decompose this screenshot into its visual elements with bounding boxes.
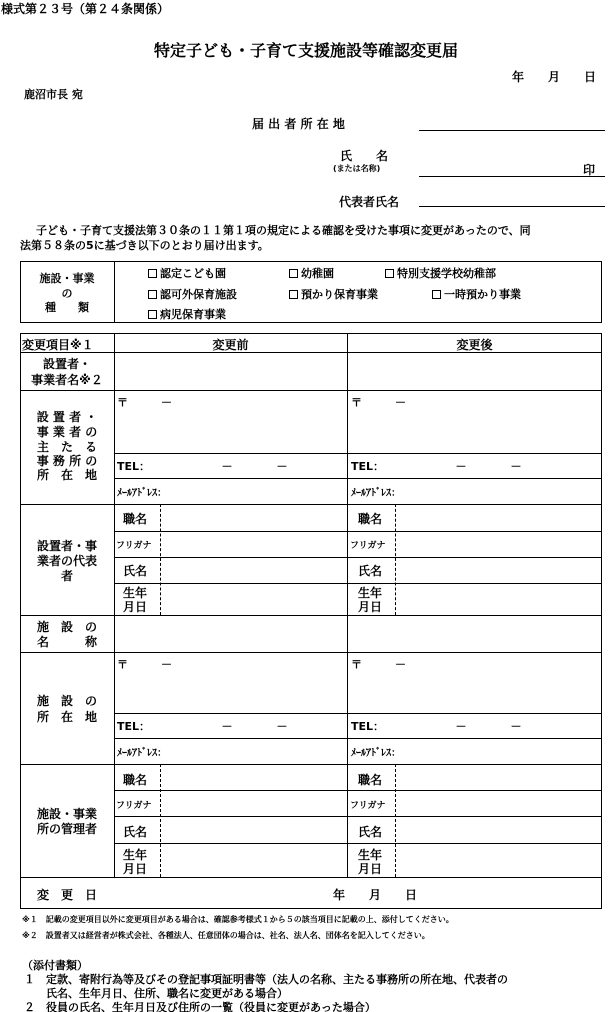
- checkbox-icon: [289, 290, 298, 299]
- job-title-before-2: 職名: [123, 773, 148, 787]
- name-before-1: 氏名: [123, 564, 148, 578]
- attachments-heading: （添付書類）: [22, 959, 88, 972]
- checkbox-tokubetsu-shien[interactable]: 特別支援学校幼稚部: [385, 265, 496, 281]
- row-office-addr-5: 所 在 地: [36, 468, 97, 482]
- row-change-date: 変 更 日: [36, 888, 97, 902]
- tel-before-2[interactable]: TEL： － －: [117, 720, 288, 733]
- name-before-2: 氏名: [123, 825, 148, 839]
- row-manager-2: 所の管理者: [36, 822, 97, 836]
- applicant-name-field[interactable]: [419, 176, 605, 177]
- postal-before-2[interactable]: 〒 －: [117, 658, 172, 671]
- date-line: 年 月 日: [512, 70, 597, 84]
- header-after: 変更後: [456, 338, 493, 352]
- checkbox-icon: [148, 310, 157, 319]
- email-after-2[interactable]: ﾒｰﾙｱﾄﾞﾚｽ：: [351, 748, 401, 759]
- facility-type-label-1: 施設・事業: [39, 272, 95, 285]
- attachment-1-line2: 氏名、生年月日、住所、職名に変更がある場合）: [46, 987, 288, 1000]
- row-facility-addr-1: 施 設 の: [36, 694, 97, 708]
- row-founder-name-1: 設置者・: [42, 357, 91, 371]
- header-before: 変更前: [212, 338, 249, 352]
- checkbox-ninkagai-hoiku[interactable]: 認可外保育施設: [148, 286, 237, 302]
- row-manager-1: 施設・事業: [36, 807, 97, 821]
- birth-before-1a: 生年: [123, 586, 148, 600]
- checkbox-ichiji-azukari[interactable]: 一時預かり事業: [432, 286, 521, 302]
- checkbox-yochien[interactable]: 幼稚園: [289, 265, 334, 281]
- checkbox-icon: [148, 290, 157, 299]
- birth-before-2a: 生年: [123, 848, 148, 862]
- facility-type-label-2: の: [61, 287, 73, 300]
- birth-after-2a: 生年: [358, 848, 383, 862]
- form-number: 様式第２３号（第２４条関係）: [1, 2, 170, 16]
- applicant-name-label: 氏 名: [340, 149, 389, 163]
- postal-after-2[interactable]: 〒 －: [351, 658, 406, 671]
- furigana-before-2: フリガナ: [116, 801, 152, 811]
- row-founder-name-2: 事業者名※２: [31, 373, 103, 387]
- representative-field[interactable]: [419, 206, 605, 207]
- checkbox-icon: [289, 269, 298, 278]
- applicant-name-sub: (または名称): [333, 164, 381, 173]
- checkbox-byoji-hoiku[interactable]: 病児保育事業: [148, 306, 226, 322]
- furigana-after-2: フリガナ: [350, 801, 386, 811]
- body-text-1: 子ども・子育て支援法第３０条の１１第１項の規定による確認を受けた事項に変更があったので、同: [36, 224, 531, 237]
- checkbox-icon: [148, 269, 157, 278]
- furigana-after-1: フリガナ: [350, 541, 386, 551]
- checkbox-nintei-kodomoen[interactable]: 認定こども園: [148, 265, 226, 281]
- checkbox-icon: [432, 290, 441, 299]
- birth-after-1b: 月日: [358, 600, 383, 614]
- name-after-1: 氏名: [358, 564, 383, 578]
- applicant-address-field[interactable]: [419, 130, 605, 131]
- row-facility-name-2: 名 称: [36, 635, 97, 649]
- birth-before-2b: 月日: [123, 862, 148, 876]
- email-after-1[interactable]: ﾒｰﾙｱﾄﾞﾚｽ：: [351, 488, 401, 499]
- seal-mark: 印: [583, 163, 596, 177]
- row-office-addr-1: 設 置 者 ・: [36, 410, 98, 424]
- attachment-2: ２ 役員の氏名、生年月日及び住所の一覧（役員に変更があった場合）: [24, 1001, 376, 1012]
- tel-after-1[interactable]: TEL： － －: [351, 460, 522, 473]
- row-representative-3: 者: [60, 569, 73, 583]
- birth-before-1b: 月日: [123, 600, 148, 614]
- row-representative-2: 業者の代表: [36, 554, 97, 568]
- note-2: ※２ 設置者又は経営者が株式会社、各種法人、任意団体の場合は、社名、法人名、団体名を記入してください。: [22, 931, 430, 940]
- job-title-before-1: 職名: [123, 512, 148, 526]
- tel-after-2[interactable]: TEL： － －: [351, 720, 522, 733]
- checkbox-azukari-hoiku[interactable]: 預かり保育事業: [289, 286, 378, 302]
- tel-before-1[interactable]: TEL： － －: [117, 460, 288, 473]
- applicant-address-label: 届 出 者 所 在 地: [252, 117, 345, 131]
- header-change-item: 変更項目※１: [22, 338, 94, 352]
- job-title-after-1: 職名: [358, 512, 383, 526]
- change-date-value[interactable]: 年 月 日: [333, 888, 418, 902]
- row-facility-name-1: 施 設 の: [36, 620, 97, 634]
- row-office-addr-4: 事 務 所 の: [36, 454, 98, 468]
- name-after-2: 氏名: [358, 825, 383, 839]
- note-1: ※１ 記載の変更項目以外に変更項目がある場合は、確認参考様式１から５の該当項目に記載の上、添付してください。: [22, 915, 454, 924]
- attachment-1-line1: １ 定款、寄附行為等及びその登記事項証明書等（法人の名称、主たる事務所の所在地、代表者の: [24, 973, 508, 986]
- checkbox-icon: [385, 269, 394, 278]
- representative-label: 代表者氏名: [339, 195, 400, 209]
- job-title-after-2: 職名: [358, 773, 383, 787]
- postal-before-1[interactable]: 〒 －: [117, 396, 172, 409]
- row-representative-1: 設置者・事: [36, 539, 97, 553]
- birth-after-2b: 月日: [358, 862, 383, 876]
- addressee: 鹿沼市長 宛: [24, 88, 83, 101]
- page-title: 特定子ども・子育て支援施設等確認変更届: [153, 41, 458, 60]
- facility-type-label-3: 種 類: [45, 301, 89, 314]
- furigana-before-1: フリガナ: [116, 541, 152, 551]
- postal-after-1[interactable]: 〒 －: [351, 396, 406, 409]
- birth-after-1a: 生年: [358, 586, 383, 600]
- body-text-2: 法第５８条の5に基づき以下のとおり届け出ます。: [20, 239, 269, 252]
- row-office-addr-2: 事 業 者 の: [36, 425, 98, 439]
- email-before-2[interactable]: ﾒｰﾙｱﾄﾞﾚｽ：: [117, 748, 167, 759]
- row-facility-addr-2: 所 在 地: [36, 710, 97, 724]
- email-before-1[interactable]: ﾒｰﾙｱﾄﾞﾚｽ：: [117, 488, 167, 499]
- row-office-addr-3: 主 た る: [36, 440, 97, 454]
